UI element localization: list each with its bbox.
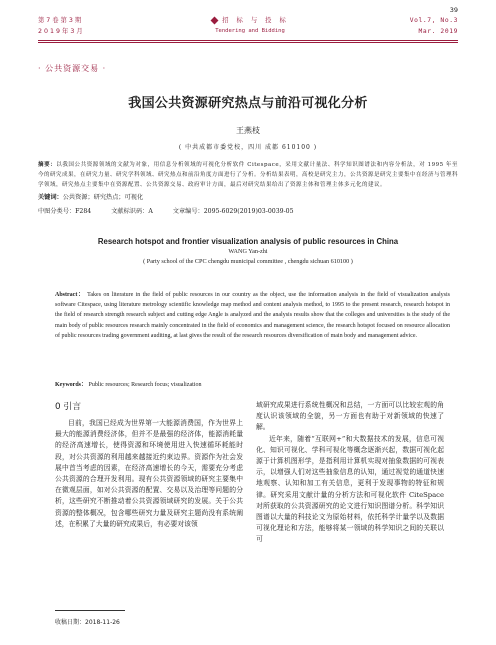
received-date: 收稿日期：2018-11-26: [55, 619, 120, 626]
keywords-cn-label: 关键词：: [38, 194, 63, 201]
header-rule-thin: [38, 42, 458, 43]
affiliation-cn: ( 中共成都市委党校，四川 成都 610100 ): [178, 144, 318, 151]
keywords-en-text: Public resources; Research focus; visualization: [88, 382, 202, 388]
footnote-rule: [55, 610, 125, 611]
body-column-left: [55, 400, 243, 530]
journal-name-en: Tendering and Bidding: [215, 28, 285, 34]
header-right: [410, 15, 458, 37]
page-number: 39: [449, 6, 458, 14]
volume-en: Vol.7, No.3: [409, 17, 458, 24]
body-paragraph: 目前，我国已经成为世界第一大能源消费国，作为世界上最大的能源消费经济体，但并不是最强的经济体，能源消耗量的经济高速增长，使得资源和环境使用进入快速循环耗能时段，对公共资源的利用越来越接近约束边界。资源作为社会发展中首当考虑的因素，在经济高速增长的今天，需要充分考虑公共资源的合理开发利用。现有公共资源领域的研究主要集中在微观层面，如对公共资源的配置、交易以及治理等问题的分析，这些研究不断推动着公共资源领域研究的发展。关于公共资源的整体概况，包含哪些研究力量及研究主题尚没有系统阐述，在积累了大量的研究成果后，有必要对该领: [55, 419, 243, 528]
article-id: 文章编号：2095-6029(2019)03-0039-05: [172, 208, 294, 215]
document-code: 文献标识码：A: [111, 208, 153, 215]
header-left: [38, 15, 83, 37]
volume-cn: 第 7 卷 第 3 期: [38, 17, 82, 24]
keywords-en: [55, 380, 450, 390]
section-tag: · 公共资源交易 ·: [38, 64, 107, 73]
date-en: Mar. 2019: [418, 28, 458, 35]
body-column-right: [256, 400, 444, 546]
author-en: WANG Yan-zhi: [228, 248, 268, 255]
keywords-cn: [38, 193, 458, 203]
clc-number: 中图分类号：F284: [38, 208, 92, 215]
abstract-cn-label: 摘要：: [38, 162, 57, 168]
keywords-en-label: Keywords：: [55, 382, 87, 388]
header-center: [190, 15, 310, 37]
abstract-en: [55, 290, 450, 341]
abstract-cn-text: 以我国公共资源领域的文献为对象，用信息分析领域的可视化分析软件 Citespace，采用文献计量法、科学知识图谱法和内容分析法，对 1995 年至今的研究成果，在研究力量、研究学科领域、研究热点和前沿角度方面进行了分析。分析结果表明，高校是研究主力，公共资源是研究主要集中在经济与管理科学领域，研究热点主要集中在资源配置、公共资源交易、政府审计方面，最后对研究结果给出了资源主体和管理主体多元化的建议。: [38, 162, 459, 189]
journal-name-cn: 招 标 与 投 标: [222, 17, 289, 24]
diamond-logo-icon: [211, 16, 219, 24]
body-paragraph-continued: 域研究成果进行系统性概况和总结，一方面可以比较宏观的角度认识该领域的全貌，另一方面也有助于对新领域的快速了解。: [256, 401, 444, 432]
keywords-cn-text: 公共资源；研究热点；可视化: [62, 194, 144, 201]
classification-line: [38, 207, 468, 217]
abstract-cn: [38, 160, 458, 191]
body-paragraph: 近年来，随着“互联网+”和大数据技术的发展，信息可视化、知识可视化、学科可视化等概念逐渐兴起，数据可视化起源于计算机图形学，是指利用计算机实现对抽象数据的可视表示，以增强人们对这些抽象信息的认知，通过视觉的通道快速地观察、认知和加工有关信息，更利于发现事物的特征和规律。研究采用文献计量的分析方法和可视化软件 CiteSpace 对所获取的公共资源研究的论文进行知识图谱分析。科学知识图谱以大量的科技论文为原始材料，依托科学计量学以及数据可视化理论和方法，能够将某一领域的科学知识之间的关联以可: [256, 434, 444, 544]
abstract-en-label: Abstract：: [55, 292, 85, 298]
date-cn: 2 0 1 9 年 3 月: [38, 28, 83, 35]
article-title-en: Research hotspot and frontier visualization analysis of public resources in China: [97, 237, 399, 246]
header-rule: [38, 40, 458, 41]
affiliation-en: ( Party school of the CPC chengdu municipal committee , chengdu sichuan 610100 ): [143, 258, 353, 265]
abstract-en-text: Takes on literature in the field of public resources in our country as the object, use the information analysis in the field of visualization analysis software Citespace, using literature metrology scientific knowledge map method and content analysis method, to 1995 to the present research, research hotspot in the field of research strength research subject and cutting edge Angle is analyzed and the analysis results show that the colleges and universities is the study of the main body of public resources research mainly concentrated in the field of economics and management science, the research hotspot focused on resource allocation of public resources trading government auditing, at last gives the result of the research resources diversification of main body and management advice.: [55, 292, 450, 339]
article-title-cn: 我国公共资源研究热点与前沿可视化分析: [128, 96, 368, 111]
section-heading-introduction: 0 引言: [55, 402, 81, 412]
author-cn: 王燕枝: [236, 126, 260, 135]
